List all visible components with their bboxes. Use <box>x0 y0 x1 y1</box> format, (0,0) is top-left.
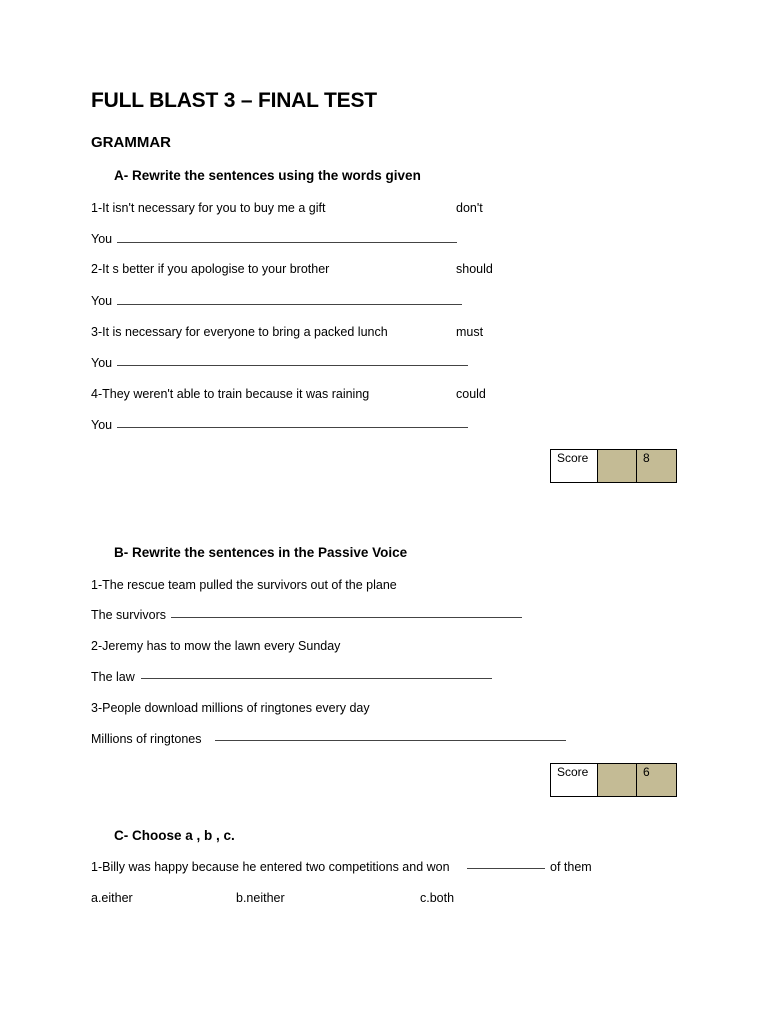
part-a-start-3: You <box>91 356 113 370</box>
part-b-start-3: Millions of ringtones <box>91 732 202 746</box>
answer-line-a4[interactable] <box>117 427 468 428</box>
section-heading: GRAMMAR <box>91 134 171 151</box>
part-a-start-2: You <box>91 294 113 308</box>
option-b[interactable]: b.neither <box>236 891 285 905</box>
part-b-start-2: The law <box>91 670 135 684</box>
score-box-a <box>550 449 677 483</box>
part-b-sentence-2: 2-Jeremy has to mow the lawn every Sunday <box>91 639 341 653</box>
score-entry-cell[interactable] <box>597 764 636 796</box>
part-a-word-2: should <box>456 262 493 276</box>
part-c-question-end: of them <box>550 860 592 874</box>
part-b-start-1: The survivors <box>91 608 167 622</box>
answer-line-a3[interactable] <box>117 365 468 366</box>
score-entry-cell[interactable] <box>597 450 636 482</box>
option-a[interactable]: a.either <box>91 891 133 905</box>
part-a-sentence-2: 2-It s better if you apologise to your brother <box>91 262 330 276</box>
part-a-word-3: must <box>456 325 484 339</box>
part-a-sentence-3: 3-It is necessary for everyone to bring a packed lunch <box>91 325 388 339</box>
score-label: Score <box>557 765 589 779</box>
answer-line-b3[interactable] <box>215 740 566 741</box>
part-b-sentence-1: 1-The rescue team pulled the survivors out of the plane <box>91 578 397 592</box>
part-a-start-4: You <box>91 418 113 432</box>
score-box-b <box>550 763 677 797</box>
answer-line-a1[interactable] <box>117 242 457 243</box>
score-max: 6 <box>636 764 676 796</box>
part-a-heading: A- Rewrite the sentences using the words given <box>114 168 421 183</box>
score-max: 8 <box>636 450 676 482</box>
part-a-start-1: You <box>91 232 113 246</box>
part-a-word-4: could <box>456 387 486 401</box>
answer-line-b1[interactable] <box>171 617 522 618</box>
part-b-heading: B- Rewrite the sentences in the Passive Voice <box>114 545 408 560</box>
part-a-sentence-4: 4-They weren't able to train because it was raining <box>91 387 370 401</box>
part-a-sentence-1: 1-It isn't necessary for you to buy me a gift <box>91 201 326 215</box>
score-label: Score <box>557 451 589 465</box>
answer-line-b2[interactable] <box>141 678 492 679</box>
answer-line-c1[interactable] <box>467 868 545 869</box>
page-title: FULL BLAST 3 – FINAL TEST <box>91 89 377 112</box>
option-c[interactable]: c.both <box>420 891 455 905</box>
part-c-question: 1-Billy was happy because he entered two competitions and won <box>91 860 450 874</box>
part-c-heading: C- Choose a , b , c. <box>114 828 235 843</box>
answer-line-a2[interactable] <box>117 304 462 305</box>
part-a-word-1: don't <box>456 201 483 215</box>
part-b-sentence-3: 3-People download millions of ringtones every day <box>91 701 370 715</box>
